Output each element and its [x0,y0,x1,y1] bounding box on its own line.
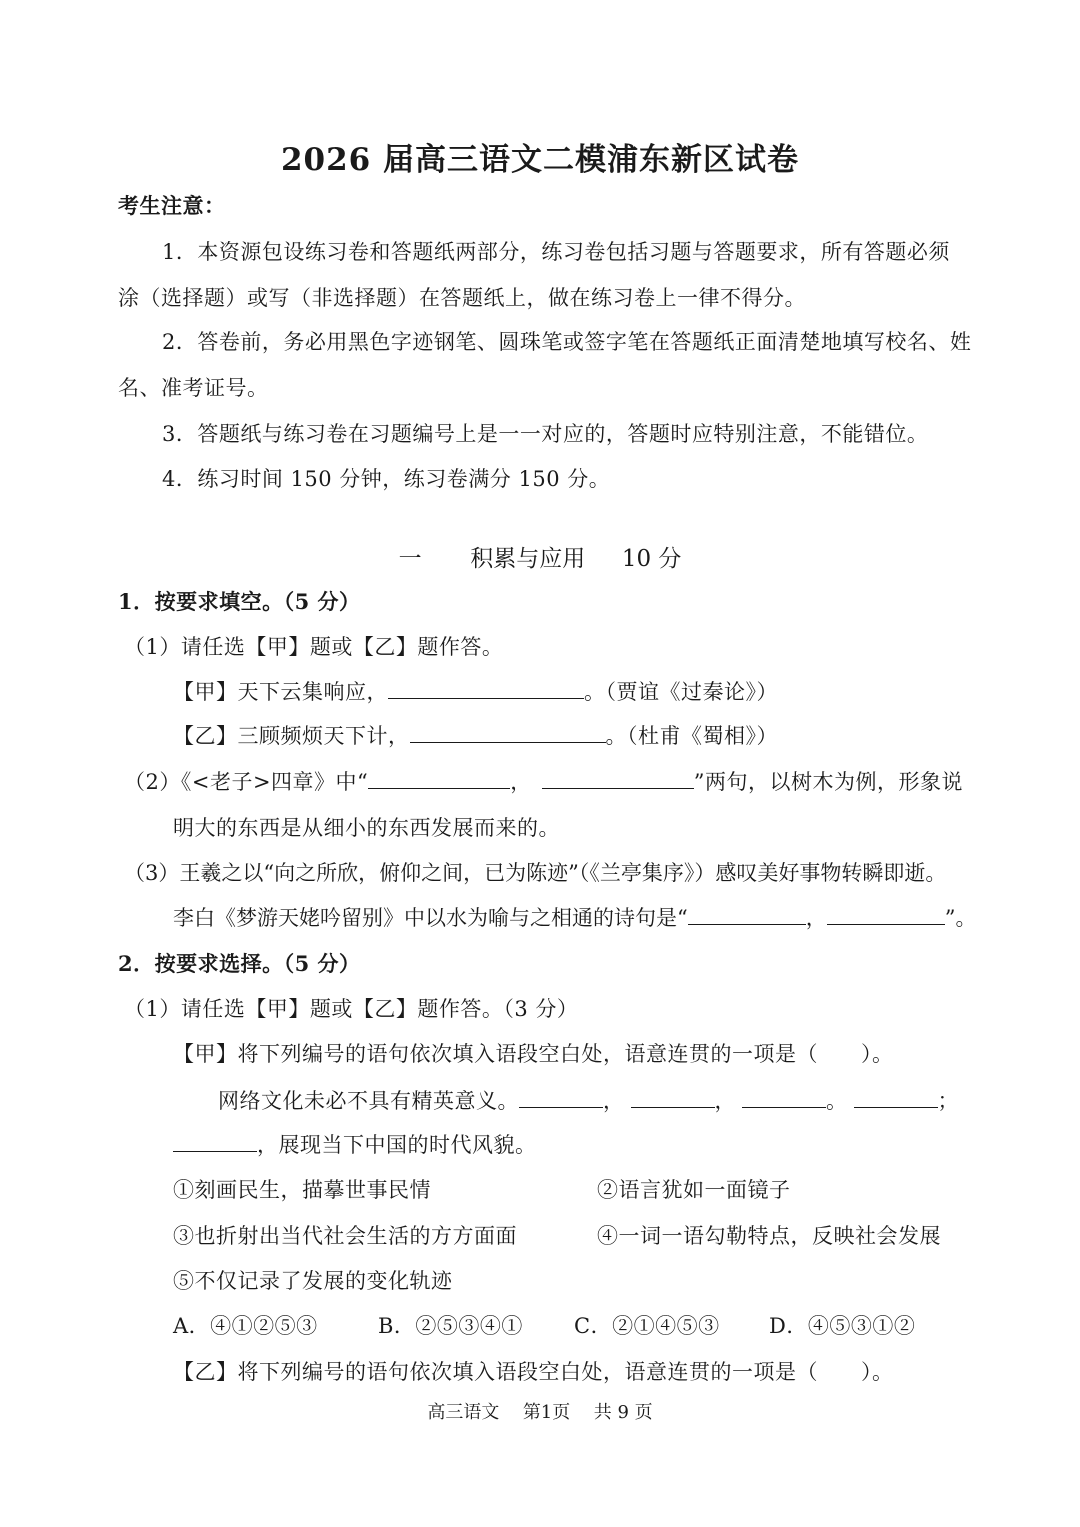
option-3: ③也折射出当代社会生活的方方面面 [173,1224,517,1248]
question-1-part-1-intro: （1）请任选【甲】题或【乙】题作答。 [124,635,504,659]
answer-blank[interactable] [742,1089,826,1108]
question-1-part-2-line-2: 明大的东西是从细小的东西发展而来的。 [173,816,560,840]
answer-blank[interactable] [519,1089,603,1108]
section-score: 10 分 [621,546,682,572]
notice-heading: 考生注意： [118,193,226,218]
notice-item-1-line-2: 涂（选择题）或写（非选择题）在答题纸上，做在练习卷上一律不得分。 [118,286,806,310]
answer-blank[interactable] [827,906,945,925]
answer-blank[interactable] [854,1089,938,1108]
passage-line-1: 网络文化未必不具有精英意义。 ， ， 。 ； [218,1089,959,1113]
question-1-part-2: （2）《<老子>四章》中“ ， ”两句，以树木为例，形象说 [124,770,964,794]
answer-blank[interactable] [388,680,584,699]
question-1-part-3-line-1: （3）王羲之以“向之所欣，俯仰之间，已为陈迹”（《兰亭集序》）感叹美好事物转瞬即逝。 [124,861,947,885]
question-1-yi: 【乙】三顾频烦天下计， 。（杜甫《蜀相》） [173,724,778,748]
question-2-heading: 2．按要求选择。（5 分） [118,951,361,976]
question-2-part-1-intro: （1）请任选【甲】题或【乙】题作答。（3 分） [124,997,579,1021]
choice-c[interactable]: C．②①④⑤③ [574,1314,720,1338]
notice-item-2-line-2: 名、准考证号。 [118,376,269,400]
notice-item-2-line-1: 2．答卷前，务必用黑色字迹钢笔、圆珠笔或签字笔在答题纸正面清楚地填写校名、姓 [162,330,972,354]
answer-blank[interactable] [410,724,606,743]
notice-item-1-line-1: 1．本资源包设练习卷和答题纸两部分，练习卷包括习题与答题要求，所有答题必须 [162,240,950,264]
footer-subject: 高三语文 [427,1402,500,1423]
section-number: 一 [398,546,422,572]
option-1: ①刻画民生，描摹世事民情 [173,1178,431,1202]
choice-b[interactable]: B．②⑤③④① [378,1314,523,1338]
page-footer [0,1398,1080,1424]
notice-item-3: 3．答题纸与练习卷在习题编号上是一一对应的，答题时应特别注意，不能错位。 [162,422,929,446]
section-name: 积累与应用 [470,546,586,572]
choice-d[interactable]: D．④⑤③①② [769,1314,916,1338]
notice-item-4: 4．练习时间 150 分钟，练习卷满分 150 分。 [162,467,611,491]
option-2: ②语言犹如一面镜子 [597,1178,791,1202]
section-heading [0,540,1080,573]
answer-blank[interactable] [542,770,694,789]
answer-blank[interactable] [688,906,806,925]
answer-blank[interactable] [631,1089,715,1108]
option-4: ④一词一语勾勒特点，反映社会发展 [597,1224,941,1248]
answer-blank[interactable] [368,770,510,789]
passage-line-2: ，展现当下中国的时代风貌。 [173,1131,537,1159]
answer-blank[interactable] [173,1133,257,1152]
option-5: ⑤不仅记录了发展的变化轨迹 [173,1269,453,1293]
question-1-part-3-line-2: 李白《梦游天姥吟留别》中以水为喻与之相通的诗句是“ ， ”。 [173,906,977,930]
page-title: 2026 届高三语文二模浦东新区试卷 [280,142,800,178]
question-1-heading: 1．按要求填空。（5 分） [118,589,361,614]
choice-a[interactable]: A．④①②⑤③ [173,1314,318,1338]
question-2-jia-prompt: 【甲】将下列编号的语句依次填入语段空白处，语意连贯的一项是（ ）。 [173,1042,894,1066]
question-1-jia: 【甲】天下云集响应， 。（贾谊《过秦论》） [173,680,778,704]
question-2-yi-prompt: 【乙】将下列编号的语句依次填入语段空白处，语意连贯的一项是（ ）。 [173,1360,894,1384]
footer-page-number: 第1页 [522,1402,571,1423]
footer-total-pages: 共 9 页 [593,1402,653,1423]
